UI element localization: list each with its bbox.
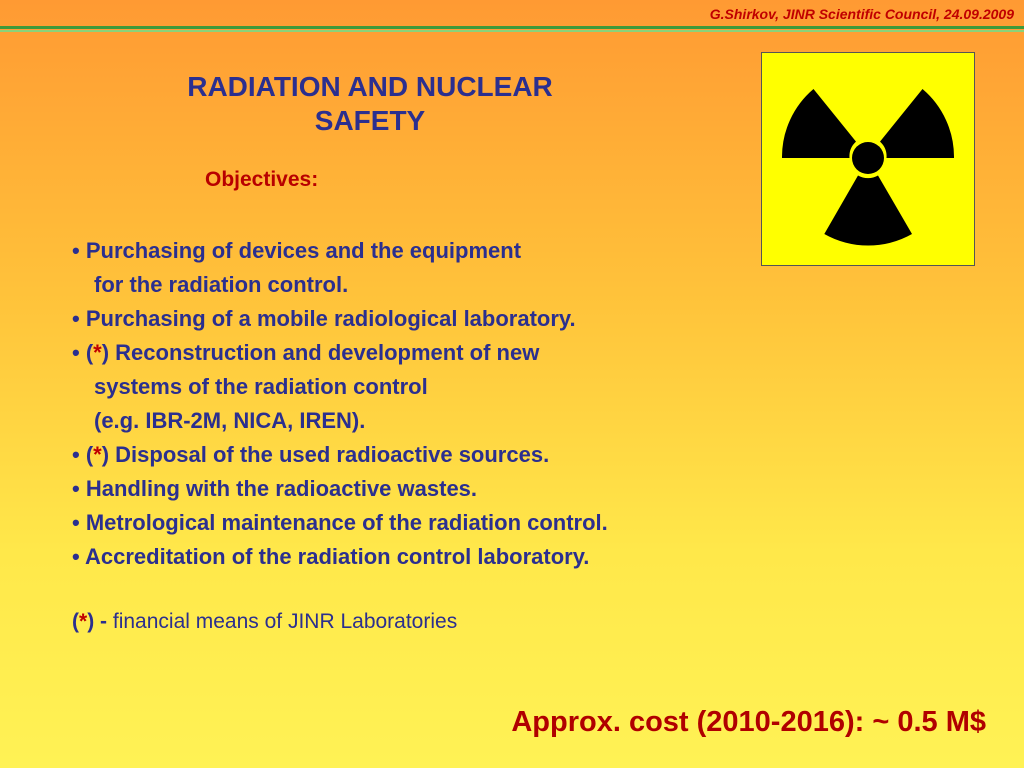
bullet-marker: • (72, 476, 80, 501)
bullet-item (72, 302, 792, 336)
bullet-marker: • (72, 238, 80, 263)
bullet-text: (e.g. IBR-2M, NICA, IREN). (94, 408, 366, 433)
trefoil-blade-left (782, 89, 856, 158)
bullet-text: Purchasing of devices and the equipment (85, 238, 522, 263)
bullet-item (72, 234, 792, 268)
bullet-text: Handling with the radioactive wastes. (85, 476, 478, 501)
title-line-1: RADIATION AND NUCLEAR (187, 71, 553, 102)
bullet-continuation (72, 404, 792, 438)
star-mark: * (79, 610, 88, 633)
bullet-marker: • (72, 340, 80, 365)
bullet-continuation (72, 268, 792, 302)
title-line-2: SAFETY (314, 105, 426, 136)
trefoil-blade-bottom (824, 176, 912, 246)
bullet-continuation (72, 370, 792, 404)
bullet-item (72, 336, 792, 370)
top-divider (0, 26, 1024, 29)
trefoil-center (852, 142, 884, 174)
trefoil-blade-right (880, 89, 954, 158)
star-mark: * (93, 442, 102, 467)
bullet-text-rest: ) Disposal of the used radioactive sources. (101, 442, 550, 467)
top-divider-light (0, 30, 1024, 32)
bullet-text: Purchasing of a mobile radiological laboratory. (85, 306, 576, 331)
footnote-marker: (*) - (72, 610, 108, 633)
author-credit: G.Shirkov, JINR Scientific Council, 24.09.2009 (709, 6, 1014, 22)
radiation-symbol-panel (761, 52, 975, 266)
objectives-heading: Objectives: (205, 168, 319, 191)
slide-title (120, 70, 620, 138)
bullet-item (72, 506, 792, 540)
top-bar (0, 0, 1024, 34)
star-mark: * (93, 340, 102, 365)
footnote-prefix: ) - (87, 610, 108, 633)
radiation-trefoil-icon (762, 53, 974, 265)
bullet-marker: • (72, 442, 80, 467)
bullet-text: systems of the radiation control (94, 374, 428, 399)
bullet-marker: • (72, 544, 80, 569)
bullet-marker: • (72, 306, 80, 331)
bullet-text: Accreditation of the radiation control laboratory. (85, 544, 590, 569)
bullet-text-rest: ) Reconstruction and development of new (101, 340, 540, 365)
bullet-text: Metrological maintenance of the radiation control. (85, 510, 608, 535)
footnote-text: financial means of JINR Laboratories (112, 610, 458, 633)
cost-estimate: Approx. cost (2010-2016): ~ 0.5 M$ (511, 706, 986, 738)
bullet-item (72, 540, 792, 574)
objectives-list (72, 234, 792, 574)
bullet-text: (*) Reconstruction and development of new (85, 340, 540, 365)
bullet-item (72, 438, 792, 472)
bullet-text: for the radiation control. (94, 272, 349, 297)
bullet-marker: • (72, 510, 80, 535)
footnote (72, 610, 457, 634)
bullet-text: (*) Disposal of the used radioactive sources. (85, 442, 550, 467)
bullet-item (72, 472, 792, 506)
